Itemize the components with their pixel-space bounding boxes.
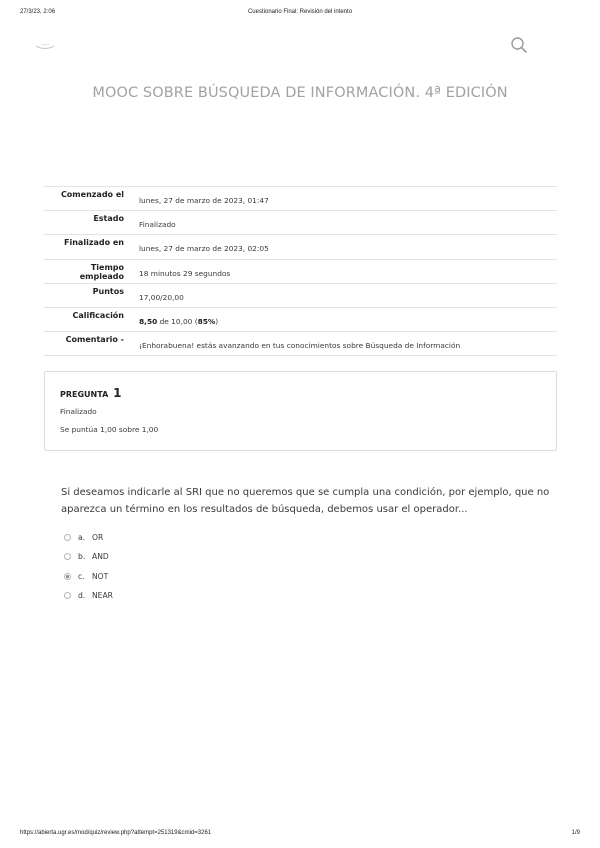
time-value: 18 minutos 29 segundos — [139, 268, 231, 278]
option-letter: a. — [78, 533, 86, 543]
grade-percent: 85% — [197, 316, 216, 326]
summary-row-grade — [44, 307, 557, 331]
option-label: OR — [92, 533, 104, 543]
course-title: MOOC SOBRE BÚSQUEDA DE INFORMACIÓN. 4ª EDICIÓN — [92, 85, 508, 101]
print-title: Cuestionario Final: Revisión del intento — [247, 9, 353, 15]
answer-option-d[interactable] — [64, 586, 113, 605]
points-label: Puntos — [92, 286, 124, 296]
question-state: Finalizado — [60, 407, 97, 416]
radio-icon[interactable] — [64, 592, 71, 599]
summary-row-started — [44, 187, 557, 211]
logo-icon[interactable] — [32, 40, 58, 52]
points-value: 17,00/20,00 — [139, 292, 184, 302]
print-url: https://abierta.ugr.es/mod/quiz/review.php?attempt=251319&cmid=3261 — [20, 830, 212, 836]
radio-icon[interactable] — [64, 534, 71, 541]
answer-options — [64, 528, 113, 605]
question-text: Si deseamos indicarle al SRI que no queremos que se cumpla una condición, por ejemplo, que no aparezca un término en los resultados de búsqueda, debemos usar el operador... — [61, 487, 550, 515]
started-label: Comenzado el — [60, 190, 124, 199]
radio-checked-icon[interactable] — [64, 573, 71, 580]
grade-of: de 10,00 ( — [157, 316, 198, 326]
summary-row-state — [44, 211, 557, 235]
question-num: 1 — [113, 386, 122, 400]
grade-value — [124, 307, 557, 331]
answer-option-b[interactable] — [64, 547, 113, 566]
comment-label: Comentario - — [65, 335, 124, 345]
radio-icon[interactable] — [64, 553, 71, 560]
started-value: lunes, 27 de marzo de 2023, 01:47 — [139, 196, 269, 205]
comment-value: ¡Enhorabuena! estás avanzando en tus conocimientos sobre Búsqueda de Información — [139, 341, 461, 351]
finished-value: lunes, 27 de marzo de 2023, 02:05 — [139, 244, 269, 254]
answer-option-a[interactable] — [64, 528, 113, 547]
question-number — [60, 386, 121, 400]
question-grade: Se puntúa 1,00 sobre 1,00 — [60, 425, 159, 434]
summary-row-comment — [44, 332, 557, 356]
option-label: AND — [92, 552, 109, 562]
print-page-number: 1/9 — [571, 830, 580, 836]
grade-close: ) — [215, 316, 219, 326]
state-value: Finalizado — [139, 220, 176, 230]
attempt-summary-table — [44, 186, 557, 356]
option-label: NOT — [92, 571, 109, 581]
question-label: PREGUNTA — [60, 390, 109, 399]
option-letter: b. — [78, 552, 86, 562]
question-info-box — [44, 371, 557, 451]
print-header — [0, 9, 600, 19]
state-label: Estado — [93, 214, 124, 224]
summary-row-finished — [44, 235, 557, 259]
finished-label: Finalizado en — [64, 238, 124, 248]
grade-label: Calificación — [72, 310, 124, 320]
time-label: Tiempo empleado — [79, 262, 124, 281]
option-letter: c. — [78, 571, 85, 581]
print-date: 27/3/23, 2:06 — [20, 9, 56, 15]
search-icon[interactable] — [510, 36, 528, 54]
option-letter: d. — [78, 591, 86, 601]
summary-row-points — [44, 283, 557, 307]
option-label: NEAR — [92, 591, 113, 601]
grade-score: 8,50 — [139, 316, 158, 326]
answer-option-c[interactable] — [64, 567, 113, 586]
summary-row-time — [44, 259, 557, 283]
